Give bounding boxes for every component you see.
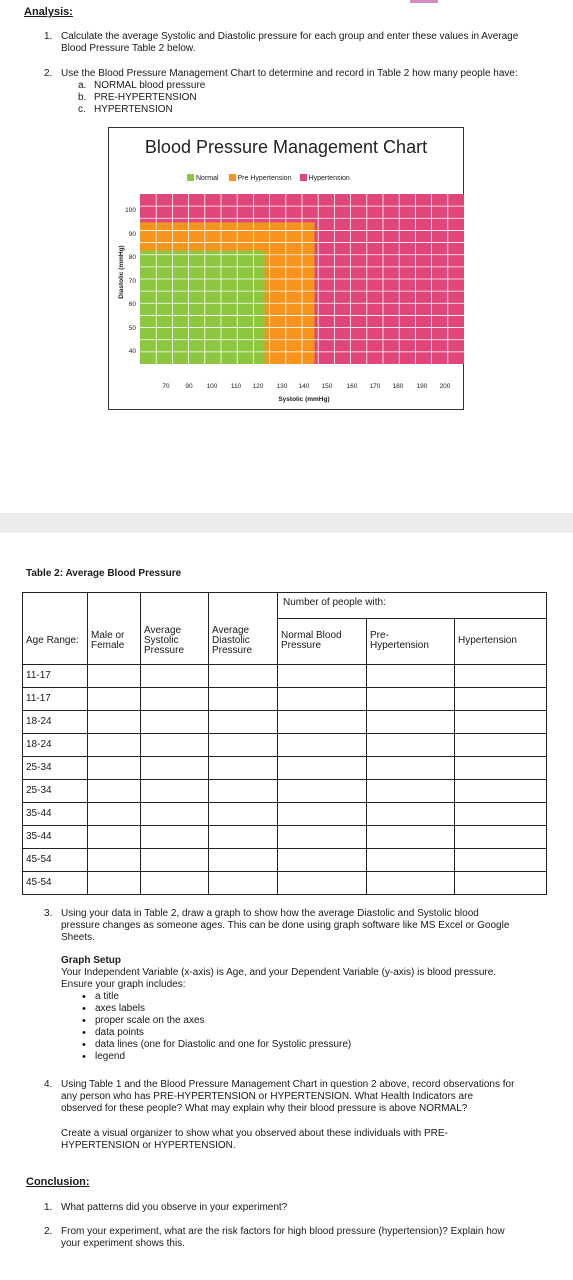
- x-tick-label: 170: [369, 383, 381, 390]
- table-row-age-range: 35-44: [26, 831, 52, 842]
- table-row-age-range: 11-17: [26, 670, 51, 681]
- table-cell-empty[interactable]: [455, 688, 546, 710]
- table-group-header: Number of people with:: [283, 597, 386, 608]
- y-tick-label: 70: [128, 277, 136, 285]
- chart-plot-area: [140, 194, 464, 364]
- table-cell-empty[interactable]: [141, 757, 208, 779]
- graph-setup-title: Graph Setup: [61, 955, 122, 966]
- q4-extra-line: HYPERTENSION or HYPERTENSION.: [61, 1140, 236, 1151]
- table-cell-empty[interactable]: [367, 803, 454, 825]
- chart-legend: [187, 174, 350, 183]
- table-cell-empty[interactable]: [278, 826, 366, 848]
- x-tick-label: 190: [416, 383, 428, 390]
- table-cell-empty[interactable]: [278, 872, 366, 894]
- table-column-header-line: Pressure: [281, 640, 322, 651]
- table-cell-empty[interactable]: [141, 826, 208, 848]
- conclusion-q1-text: What patterns did you observe in your experiment?: [61, 1202, 288, 1213]
- table-cell-empty[interactable]: [88, 734, 140, 756]
- x-tick-label: 110: [230, 383, 242, 390]
- q1-number: 1.: [44, 31, 53, 42]
- table2-caption: Table 2: Average Blood Pressure: [26, 568, 182, 579]
- table-cell-empty[interactable]: [278, 780, 366, 802]
- legend-swatch-prehypertension: [229, 174, 236, 181]
- table-cell-empty[interactable]: [367, 757, 454, 779]
- q4-number: 4.: [44, 1079, 53, 1090]
- table-cell-empty[interactable]: [278, 734, 366, 756]
- conclusion-q2-line: From your experiment, what are the risk factors for high blood pressure (hypertension)? Explain how: [61, 1226, 505, 1237]
- table-cell-empty[interactable]: [455, 734, 546, 756]
- legend-swatch-normal: [187, 174, 194, 181]
- x-tick-label: 100: [206, 383, 218, 390]
- table-column-header: [212, 592, 275, 664]
- table-cell-empty[interactable]: [367, 826, 454, 848]
- q4-text: [61, 1079, 514, 1115]
- table-grid-line: [546, 592, 547, 895]
- table-column-header-line: Hypertension: [458, 635, 517, 646]
- legend-item-hypertension: Hypertension: [300, 175, 350, 182]
- q2-number: 2.: [44, 68, 53, 79]
- table-cell-empty[interactable]: [455, 849, 546, 871]
- q4-extra-line: Create a visual organizer to show what you observed about these individuals with PRE-: [61, 1128, 448, 1139]
- average-blood-pressure-table: [22, 592, 546, 892]
- table-grid-line: [22, 894, 547, 895]
- conclusion-heading: Conclusion:: [26, 1176, 90, 1188]
- table-cell-empty[interactable]: [88, 780, 140, 802]
- table-column-header-line: Normal Blood: [281, 630, 342, 641]
- q1-text-line1: Calculate the average Systolic and Diastolic pressure for each group and enter these values in Average: [61, 31, 519, 42]
- table-column-header: [144, 592, 206, 664]
- q2-text: Use the Blood Pressure Management Chart to determine and record in Table 2 how many people have:: [61, 68, 518, 79]
- table-cell-empty[interactable]: [209, 665, 277, 687]
- q4-extra-text: [61, 1128, 448, 1152]
- top-accent-mark: [410, 0, 438, 3]
- table-cell-empty[interactable]: [88, 665, 140, 687]
- x-tick-label: 200: [439, 383, 451, 390]
- table-cell-empty[interactable]: [278, 688, 366, 710]
- table-cell-empty[interactable]: [88, 826, 140, 848]
- chart-ylabel: Diastolic (mmHg): [118, 245, 125, 299]
- table-cell-empty[interactable]: [209, 688, 277, 710]
- table-column-header: [91, 592, 138, 664]
- conclusion-q2-number: 2.: [44, 1226, 53, 1237]
- table-cell-empty[interactable]: [278, 711, 366, 733]
- q3-line: Sheets.: [61, 932, 95, 943]
- q4-line: any person who has PRE-HYPERTENSION or HYPERTENSION. What Health Indicators are: [61, 1091, 474, 1102]
- table-row-age-range: 25-34: [26, 762, 52, 773]
- table-cell-empty[interactable]: [88, 688, 140, 710]
- requirement-item: • proper scale on the axes: [79, 1015, 351, 1027]
- table-cell-empty[interactable]: [367, 734, 454, 756]
- q2-list: [78, 80, 205, 116]
- graph-setup-line: Your Independent Variable (x-axis) is Age, and your Dependent Variable (y-axis) is blood pressure.: [61, 967, 497, 978]
- table-cell-empty[interactable]: [141, 803, 208, 825]
- y-tick-label: 80: [128, 254, 136, 261]
- table-cell-empty[interactable]: [455, 711, 546, 733]
- table-column-header: [26, 592, 85, 664]
- table-cell-empty[interactable]: [367, 780, 454, 802]
- table-cell-empty[interactable]: [88, 711, 140, 733]
- table-grid-line: [22, 592, 23, 895]
- table-cell-empty[interactable]: [367, 688, 454, 710]
- q3-number: 3.: [44, 908, 53, 919]
- table-cell-empty[interactable]: [209, 803, 277, 825]
- table-cell-empty[interactable]: [88, 803, 140, 825]
- table-column-header-line: Pressure: [144, 645, 185, 656]
- table-row-age-range: 25-34: [26, 785, 52, 796]
- x-tick-label: 140: [298, 383, 310, 390]
- table-column-header-line: Average: [144, 625, 182, 636]
- analysis-heading: Analysis:: [24, 6, 73, 18]
- table-column-header-line: Average: [212, 625, 250, 636]
- q1-text-line2: Blood Pressure Table 2 below.: [61, 43, 196, 54]
- table-row-age-range: 35-44: [26, 808, 52, 819]
- table-cell-empty[interactable]: [278, 803, 366, 825]
- x-tick-label: 70: [162, 383, 170, 390]
- table-column-header: [458, 618, 544, 664]
- requirement-item: • legend: [79, 1051, 351, 1063]
- q4-line: Using Table 1 and the Blood Pressure Management Chart in question 2 above, record observations for: [61, 1079, 515, 1090]
- table-column-header-line: Diastolic: [212, 635, 250, 646]
- requirement-item: • axes labels: [79, 1003, 351, 1015]
- q2-item: a. NORMAL blood pressure: [78, 80, 206, 91]
- table-cell-empty[interactable]: [209, 734, 277, 756]
- q2-item: c. HYPERTENSION: [78, 104, 173, 115]
- table-column-header: [370, 618, 452, 664]
- requirement-item: • data points: [79, 1027, 351, 1039]
- chart-xlabel: Systolic (mmHg): [278, 396, 330, 403]
- table-column-header-line: Pre-: [370, 630, 389, 641]
- requirement-item: • a title: [79, 991, 351, 1003]
- table-column-header-line: Female: [91, 640, 125, 651]
- table-row-age-range: 11-17: [26, 693, 51, 704]
- table-cell-empty[interactable]: [141, 688, 208, 710]
- table-cell-empty[interactable]: [141, 711, 208, 733]
- x-tick-label: 150: [321, 383, 333, 390]
- y-tick-label: 90: [128, 230, 136, 238]
- q2-item: b. PRE-HYPERTENSION: [78, 92, 197, 103]
- table-column-header-line: Hypertension: [370, 640, 429, 651]
- table-column-header-line: Age Range:: [26, 635, 79, 646]
- table-row-age-range: 18-24: [26, 716, 52, 727]
- table-cell-empty[interactable]: [88, 849, 140, 871]
- x-tick-label: 130: [276, 383, 288, 390]
- table-cell-empty[interactable]: [367, 665, 454, 687]
- table-cell-empty[interactable]: [209, 872, 277, 894]
- table-cell-empty[interactable]: [141, 849, 208, 871]
- graph-requirements-list: [79, 991, 351, 1063]
- table-column-header-line: Pressure: [212, 645, 253, 656]
- table-cell-empty[interactable]: [141, 665, 208, 687]
- table-cell-empty[interactable]: [455, 803, 546, 825]
- legend-swatch-hypertension: [300, 174, 307, 181]
- table-column-header-line: Systolic: [144, 635, 179, 646]
- conclusion-q1-number: 1.: [44, 1202, 53, 1213]
- table-cell-empty[interactable]: [141, 872, 208, 894]
- table-cell-empty[interactable]: [367, 711, 454, 733]
- table-cell-empty[interactable]: [141, 734, 208, 756]
- conclusion-q2-text: [61, 1226, 505, 1250]
- table-cell-empty[interactable]: [367, 849, 454, 871]
- page-separator: [0, 513, 573, 533]
- table-cell-empty[interactable]: [209, 826, 277, 848]
- table-cell-empty[interactable]: [209, 849, 277, 871]
- requirement-item: • data lines (one for Diastolic and one for Systolic pressure): [79, 1039, 351, 1051]
- x-tick-label: 120: [252, 383, 264, 390]
- legend-item-normal: Normal: [187, 175, 219, 182]
- table-column-header-line: Male or: [91, 630, 125, 641]
- q3-text: [61, 908, 509, 944]
- y-tick-label: 100: [125, 207, 136, 214]
- y-tick-label: 40: [128, 348, 136, 355]
- x-tick-label: 180: [392, 383, 404, 390]
- x-tick-label: 160: [346, 383, 358, 390]
- table-cell-empty[interactable]: [278, 849, 366, 871]
- table-cell-empty[interactable]: [88, 757, 140, 779]
- table-row-age-range: 45-54: [26, 877, 52, 888]
- legend-item-prehypertension: Pre Hypertension: [229, 175, 292, 182]
- chart-title: Blood Pressure Management Chart: [144, 137, 428, 157]
- table-cell-empty[interactable]: [455, 872, 546, 894]
- graph-setup-line: Ensure your graph includes:: [61, 979, 186, 990]
- table-cell-empty[interactable]: [209, 780, 277, 802]
- table-cell-empty[interactable]: [88, 872, 140, 894]
- q4-line: observed for these people? What may explain why their blood pressure is above NORMAL?: [61, 1103, 468, 1114]
- conclusion-q2-line: your experiment shows this.: [61, 1238, 185, 1249]
- table-cell-empty[interactable]: [278, 665, 366, 687]
- table-column-header: [281, 618, 364, 664]
- table-cell-empty[interactable]: [455, 780, 546, 802]
- table-cell-empty[interactable]: [367, 872, 454, 894]
- table-cell-empty[interactable]: [455, 826, 546, 848]
- region-normal: [140, 251, 265, 364]
- q3-line: pressure changes as someone ages. This can be done using graph software like MS Excel or Google: [61, 920, 510, 931]
- q3-line: Using your data in Table 2, draw a graph to show how the average Diastolic and Systolic blood: [61, 908, 479, 919]
- x-tick-label: 90: [185, 383, 193, 390]
- table-row-age-range: 18-24: [26, 739, 52, 750]
- y-tick-label: 50: [128, 324, 136, 332]
- y-tick-label: 60: [128, 301, 136, 308]
- table-cell-empty[interactable]: [278, 757, 366, 779]
- table-cell-empty[interactable]: [209, 711, 277, 733]
- table-cell-empty[interactable]: [455, 757, 546, 779]
- table-cell-empty[interactable]: [209, 757, 277, 779]
- table-cell-empty[interactable]: [141, 780, 208, 802]
- graph-setup-text: [61, 967, 496, 991]
- table-row-age-range: 45-54: [26, 854, 52, 865]
- table-cell-empty[interactable]: [455, 665, 546, 687]
